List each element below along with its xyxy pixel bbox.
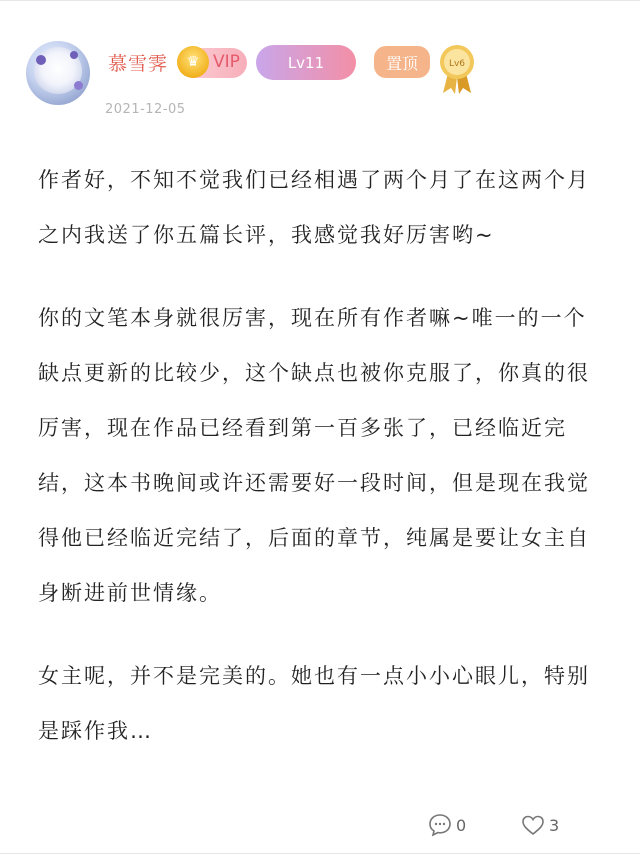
post-date: 2021-12-05 (105, 102, 186, 117)
avatar[interactable] (26, 41, 90, 105)
post-paragraph: 作者好，不知不觉我们已经相遇了两个月了在这两个月之内我送了你五篇长评，我感觉我好厉害哟~ (38, 168, 590, 247)
avatar-flower (74, 81, 83, 90)
like-count: 3 (549, 815, 560, 835)
level-label: Lv11 (287, 53, 325, 72)
avatar-flower (70, 51, 78, 59)
post-footer (0, 806, 640, 846)
vip-label: VIP (213, 52, 240, 72)
medal-label: Lv6 (448, 59, 466, 69)
avatar-flower (36, 55, 46, 65)
top-divider (0, 0, 640, 1)
like-button[interactable] (520, 810, 559, 840)
pin-badge (374, 46, 430, 78)
vip-badge[interactable] (179, 48, 247, 78)
crown-icon: ♛ (177, 46, 209, 78)
comment-icon (427, 812, 453, 838)
post-paragraph: 你的文笔本身就很厉害，现在所有作者嘛~唯一的一个缺点更新的比较少，这个缺点也被你克服了，你真的很厉害，现在作品已经看到第一百多张了，已经临近完结，这本书晚间或许还需要好一段时间，但是现在我觉得他已经临近完结了，后面的章节，纯属是要让女主自身断进前世情缘。 (38, 306, 590, 605)
post-paragraph: 女主呢，并不是完美的。她也有一点小小心眼儿，特别是踩作我… (38, 664, 590, 743)
pin-label: 置顶 (385, 53, 418, 73)
username[interactable]: 慕雪霁 (108, 53, 169, 75)
comment-button[interactable] (427, 810, 466, 840)
heart-icon (520, 812, 546, 838)
medal-icon[interactable] (438, 43, 476, 95)
comment-count: 0 (456, 815, 467, 835)
level-badge[interactable] (256, 45, 356, 80)
post-content (38, 153, 598, 787)
